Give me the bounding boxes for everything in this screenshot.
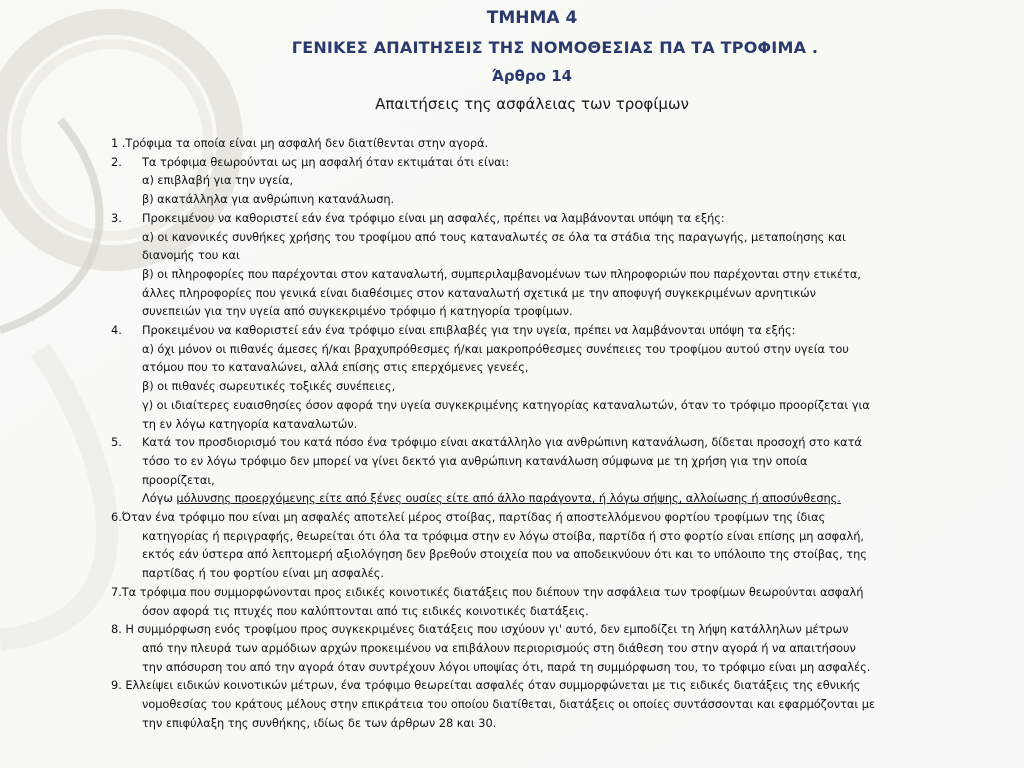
paragraph-2: 2. Τα τρόφιμα θεωρούνται ως μη ασφαλή όταν εκτιμάται ότι είναι:: [111, 153, 991, 172]
list-number: 2.: [111, 154, 122, 169]
paragraph-line: την επιφύλαξη της συνθήκης, ιδίως δε των άρθρων 28 και 30.: [142, 715, 497, 730]
paragraph-line: εκτός εάν ύστερα από λεπτομερή αξιολόγηση δεν βρεθούν στοιχεία που να αποδεικνύουν ότι και το υπόλοιπο της στοίβας, της: [142, 547, 867, 562]
paragraph-line: β) οι πληροφορίες που παρέχονται στον καταναλωτή, συμπεριλαμβανομένων των πληροφοριών που παρέχονται στην ετικέτα,: [142, 266, 861, 281]
paragraph-line: β) ακατάλληλα για ανθρώπινη κατανάλωση.: [142, 192, 395, 207]
paragraph-1: 1 .Τρόφιμα τα οποία είναι μη ασφαλή δεν διατίθενται στην αγορά.: [111, 136, 489, 150]
list-number: 3.: [111, 210, 122, 225]
paragraph-line: προορίζεται,: [142, 472, 215, 487]
paragraph-line: τη εν λόγω κατηγορία καταναλωτών.: [142, 416, 358, 431]
paragraph-line: τόσο το εν λόγω τρόφιμο δεν μπορεί να γίνει δεκτό για ανθρώπινη κατανάλωση σύμφωνα με τη χρήση για την οποία: [142, 453, 808, 468]
paragraph-line: α) επιβλαβή για την υγεία,: [142, 173, 294, 188]
list-number: 5.: [111, 435, 122, 450]
paragraph-line: κατηγορίας ή περιγραφής, θεωρείται ότι όλα τα τρόφιμα στην εν λόγω στοίβα, παρτίδα ή στο φορτίο είναι επίσης μη ασφαλή,: [142, 528, 864, 543]
paragraph-line: γ) οι ιδιαίτερες ευαισθησίες όσον αφορά την υγεία συγκεκριμένης κατηγορίας καταναλωτών, όταν το τρόφιμο προορίζεται για: [142, 397, 870, 412]
paragraph-7: 7.Τα τρόφιμα που συμμορφώνονται προς ειδικές κοινοτικές διατάξεις που διέπουν την ασφάλεια των τροφίμων θεωρούνται ασφαλή: [111, 584, 864, 599]
section-heading: ΤΜΗΜΑ 4: [486, 8, 578, 28]
list-number: 4.: [111, 323, 122, 338]
paragraph-line: όσον αφορά τις πτυχές που καλύπτονται από τις ειδικές κοινοτικές διατάξεις.: [142, 603, 589, 618]
paragraph-9: 9. Ελλείψει ειδικών κοινοτικών μέτρων, ένα τρόφιμο θεωρείται ασφαλές όταν συμμορφώνεται με τις ειδικές διατάξεις της εθνικής: [111, 678, 861, 693]
paragraph-line: α) όχι μόνον οι πιθανές άμεσες ή/και βραχυπρόθεσμες ή/και μακροπρόθεσμες συνέπειες του τροφίμου αυτού στην υγεία του: [142, 341, 849, 356]
article-body: [111, 134, 991, 733]
paragraph-line: α) οι κανονικές συνθήκες χρήσης του τροφίμου από τους καταναλωτές σε όλα τα στάδια της παραγωγής, μεταποίησης και: [142, 229, 846, 244]
paragraph-line: ατόμου που το καταναλώνει, αλλά επίσης στις επερχόμενες γενεές,: [142, 360, 529, 375]
paragraph-line: άλλες πληροφορίες που γενικά είναι διαθέσιμες στον καταναλωτή σχετικά με την αποφυγή συγκεκριμένων αρνητικών: [142, 285, 816, 300]
paragraph-6: 6.Όταν ένα τρόφιμο που είναι μη ασφαλές αποτελεί μέρος στοίβας, παρτίδας ή αποστελλόμενου φορτίου τροφίμων της ίδιας: [111, 510, 826, 525]
paragraph-line: από την πλευρά των αρμόδιων αρχών προκειμένου να επιβάλουν περιορισμούς στη διάθεση του στην αγορά ή να απαιτήσουν: [142, 640, 856, 655]
paragraph-line: νομοθεσίας του κράτους μέλους στην επικράτεια του οποίου διατίθεται, διατάξεις οι οποίες συντάσσονται και εφαρμόζονται με: [142, 697, 876, 712]
chapter-title: ΓΕΝΙΚΕΣ ΑΠΑΙΤΗΣΕΙΣ ΤΗΣ ΝΟΜΟΘΕΣΙΑΣ ΠΑ ΤΑ ΤΡΟΦΙΜΑ .: [291, 38, 819, 57]
paragraph-line: την απόσυρση του από την αγορά όταν συντρέχουν λόγοι υποψίας ότι, παρά τη συμμόρφωση του, το τρόφιμο είναι μη ασφαλές.: [142, 659, 871, 674]
paragraph-line: παρτίδας ή του φορτίου είναι μη ασφαλές.: [142, 566, 384, 581]
paragraph-line: διανομής του και: [142, 248, 240, 263]
article-subtitle: Απαιτήσεις της ασφάλειας των τροφίμων: [375, 95, 689, 113]
paragraph-4: 4. Προκειμένου να καθοριστεί εάν ένα τρόφιμο είναι επιβλαβές για την υγεία, πρέπει να λαμβάνονται υπόψη τα εξής:: [111, 321, 991, 340]
underlined-text: μόλυνσης προερχόμενης είτε από ξένες ουσίες είτε από άλλο παράγοντα, ή λόγω σήψης, αλλοίωσης ή αποσύνθεσης.: [176, 491, 841, 506]
article-heading: Άρθρο 14: [491, 67, 573, 85]
paragraph-5: 5. Κατά τον προσδιορισμό του κατά πόσο ένα τρόφιμο είναι ακατάλληλο για ανθρώπινη κατανάλωση, δίδεται προσοχή στο κατά: [111, 433, 991, 452]
paragraph-line: Λόγω μόλυνσης προερχόμενης είτε από ξένες ουσίες είτε από άλλο παράγοντα, ή λόγω σήψης, αλλοίωσης ή αποσύνθεσης.: [142, 491, 841, 506]
paragraph-line: συνεπειών για την υγεία από συγκεκριμένο τρόφιμο ή κατηγορία τροφίμων.: [142, 304, 573, 319]
paragraph-3: 3. Προκειμένου να καθοριστεί εάν ένα τρόφιμο είναι μη ασφαλές, πρέπει να λαμβάνονται υπόψη τα εξής:: [111, 209, 991, 228]
paragraph-line: β) οι πιθανές σωρευτικές τοξικές συνέπειες,: [142, 379, 396, 394]
paragraph-8: 8. Η συμμόρφωση ενός τροφίμου προς συγκεκριμένες διατάξεις που ισχύουν γι' αυτό, δεν εμποδίζει τη λήψη κατάλληλων μέτρων: [111, 622, 849, 637]
